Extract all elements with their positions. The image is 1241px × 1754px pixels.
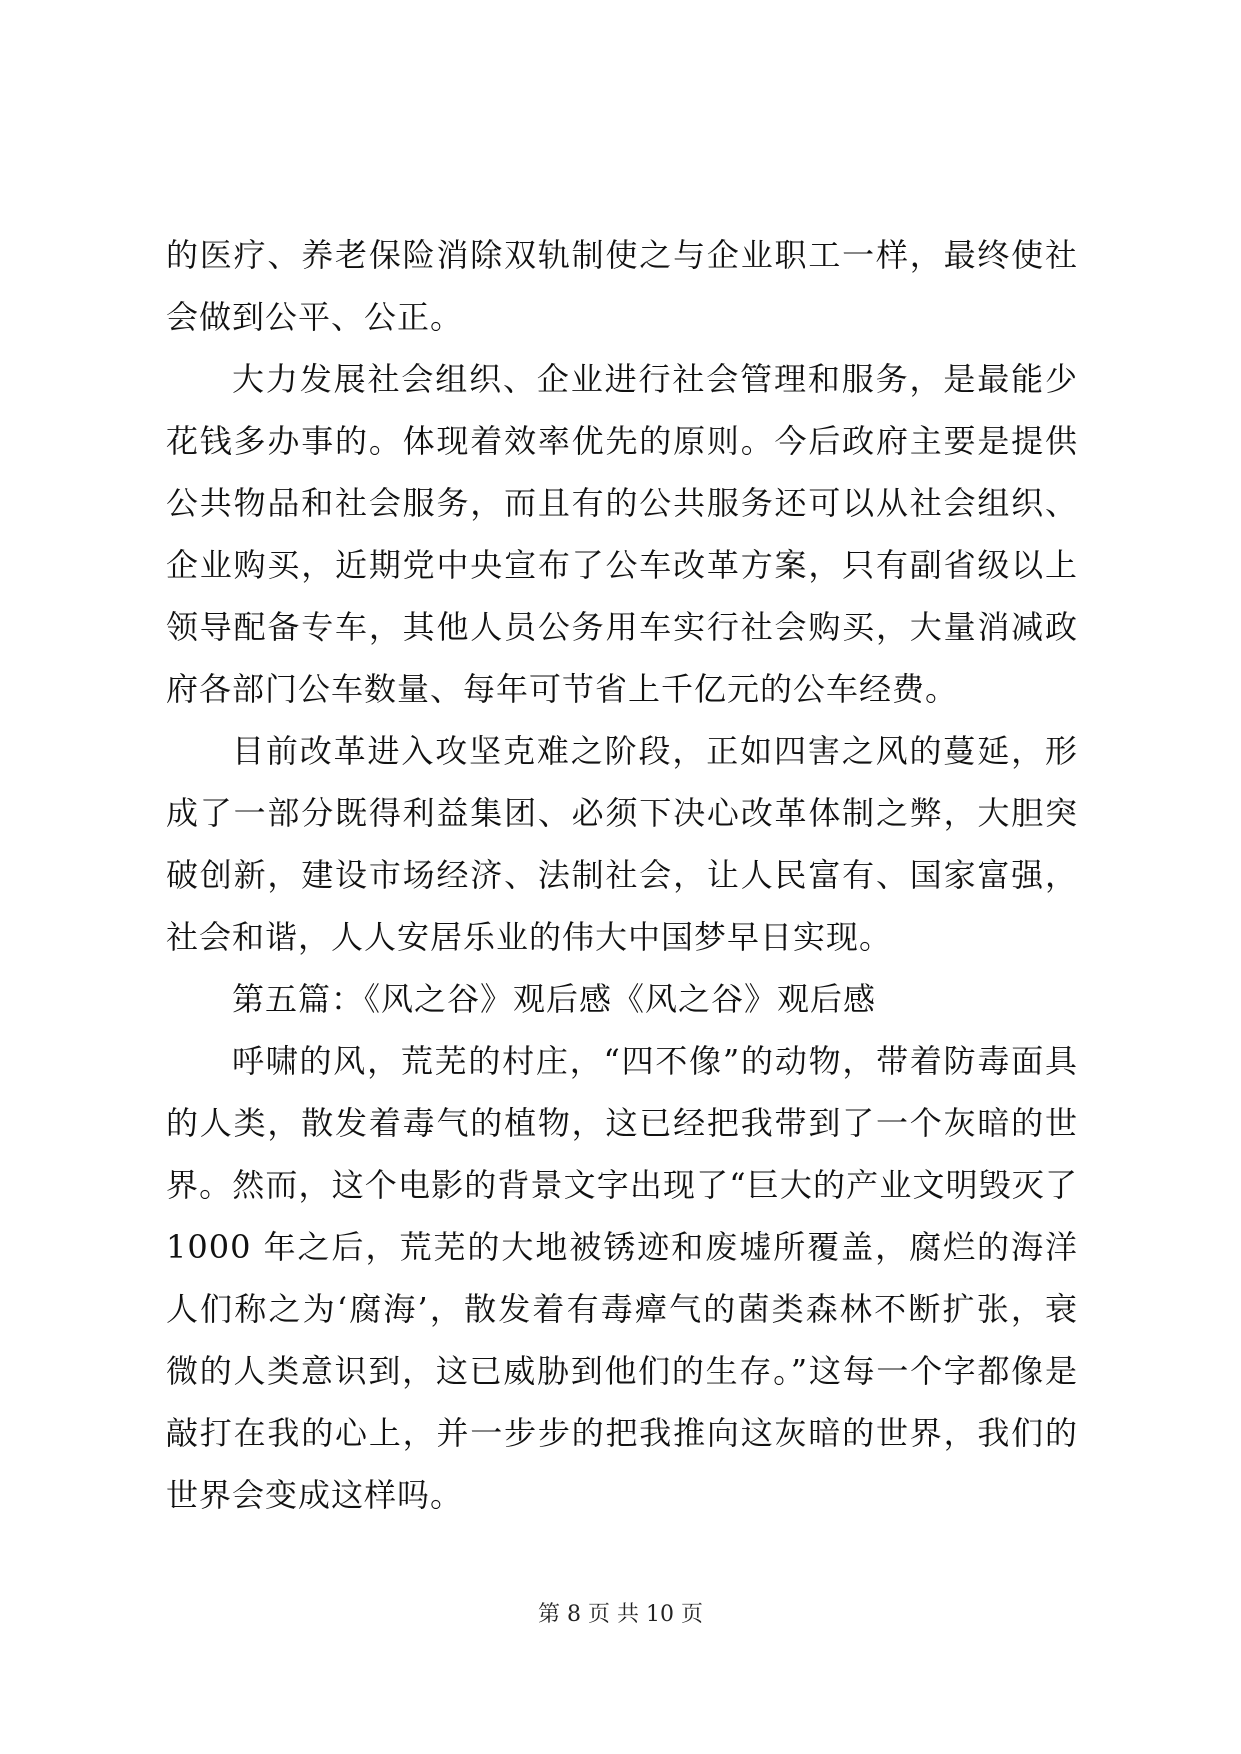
page-number-footer: 第 8 页 共 10 页	[538, 1602, 703, 1627]
paragraph-nausicaa-review: 呼啸的风，荒芜的村庄，“四不像”的动物，带着防毒面具的人类，散发着毒气的植物，这已经把我带到了一个灰暗的世界。然而，这个电影的背景文字出现了“巨大的产业文明毁灭了 1000 年之后，荒芜的大地被锈迹和废墟所覆盖，腐烂的海洋人们称之为‘腐海’，散发着有毒瘴气的菌类森林不断扩张，衰微的人类意识到，这已威胁到他们的生存。”这每一个字都像是敲打在我的心上，并一步步的把我推向这灰暗的世界，我们的世界会变成这样吗。	[166, 1042, 1078, 1514]
document-body	[166, 224, 1078, 1526]
paragraph-reform: 目前改革进入攻坚克难之阶段，正如四害之风的蔓延，形成了一部分既得利益集团、必须下决心改革体制之弊，大胆突破创新，建设市场经济、法制社会，让人民富有、国家富强，社会和谐，人人安居乐业的伟大中国梦早日实现。	[166, 732, 1078, 956]
paragraph-continuation: 的医疗、养老保险消除双轨制使之与企业职工一样，最终使社会做到公平、公正。	[166, 236, 1078, 336]
paragraph-social-organizations: 大力发展社会组织、企业进行社会管理和服务，是最能少花钱多办事的。体现着效率优先的原则。今后政府主要是提供公共物品和社会服务，而且有的公共服务还可以从社会组织、企业购买，近期党中央宣布了公车改革方案，只有副省级以上领导配备专车，其他人员公务用车实行社会购买，大量消减政府各部门公车数量、每年可节省上千亿元的公车经费。	[166, 360, 1078, 708]
section-heading: 第五篇：《风之谷》观后感《风之谷》观后感	[232, 980, 877, 1018]
